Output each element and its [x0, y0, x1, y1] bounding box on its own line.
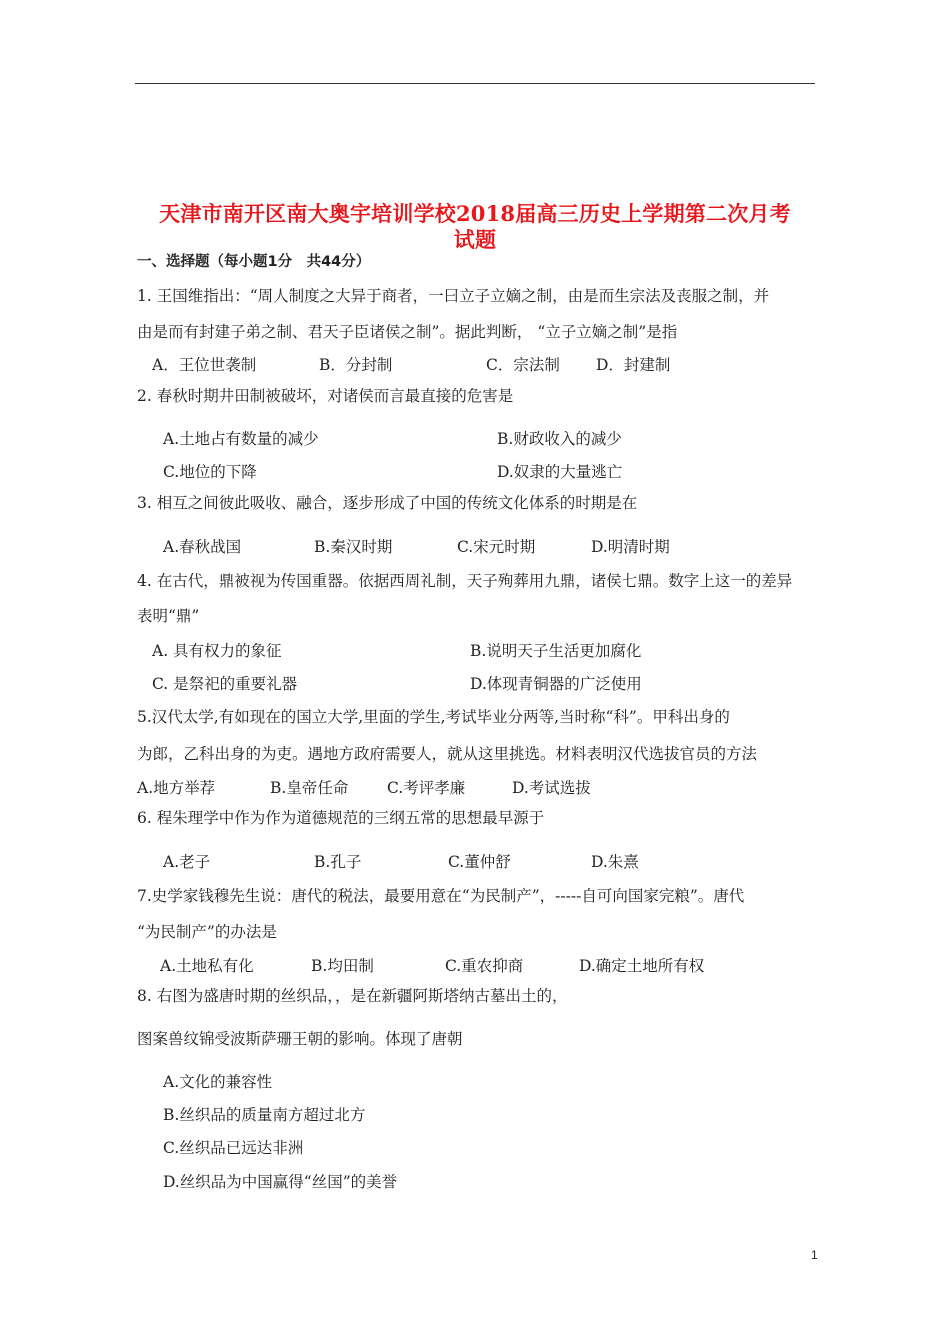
- question-3-option-d: D.明清时期: [591, 538, 670, 556]
- header-rule: [135, 83, 815, 84]
- question-2-option-a: A.土地占有数量的减少: [163, 430, 319, 448]
- question-3-option-b: B.秦汉时期: [314, 538, 393, 556]
- question-8-option-a: A.文化的兼容性: [163, 1073, 273, 1091]
- section-heading: 一、选择题（每小题1分 共44分）: [137, 254, 371, 270]
- question-3-option-a: A.春秋战国: [163, 538, 242, 556]
- question-8-option-d: D.丝织品为中国赢得“丝国”的美誉: [163, 1173, 398, 1191]
- question-7-option-b: B.均田制: [311, 957, 374, 975]
- question-8-stem-line-1: 8. 右图为盛唐时期的丝织品，，是在新疆阿斯塔纳古墓出土的，: [137, 987, 568, 1005]
- question-2-option-b: B.财政收入的减少: [497, 430, 622, 448]
- question-5-option-d: D.考试选拔: [512, 779, 591, 797]
- question-5-stem-line-1: 5.汉代太学,有如现在的国立大学,里面的学生,考试毕业分两等,当时称“科”。甲科出身的: [137, 708, 730, 726]
- question-7-option-a: A.土地私有化: [160, 957, 254, 975]
- page-number: 1: [811, 1248, 818, 1262]
- question-7-stem-line-1: 7.史学家钱穆先生说：唐代的税法，最要用意在“为民制产”，-----自可向国家完粮”。唐代: [137, 887, 745, 905]
- document-title-line-1: 天津市南开区南大奥宇培训学校2018届高三历史上学期第二次月考: [159, 201, 791, 226]
- question-4-stem-line-2: 表明“鼎”: [137, 607, 200, 625]
- question-5-option-b: B.皇帝任命: [270, 779, 349, 797]
- question-4-option-b: B.说明天子生活更加腐化: [470, 642, 642, 660]
- question-4-option-d: D.体现青铜器的广泛使用: [470, 675, 642, 693]
- question-8-option-b: B.丝织品的质量南方超过北方: [163, 1106, 366, 1124]
- question-2-option-d: D.奴隶的大量逃亡: [497, 463, 623, 481]
- question-8-stem-line-2: 图案兽纹锦受波斯萨珊王朝的影响。体现了唐朝: [137, 1030, 463, 1048]
- question-1-option-b: B．分封制: [319, 356, 393, 374]
- question-6-stem: 6. 程朱理学中作为作为道德规范的三纲五常的思想最早源于: [137, 809, 545, 827]
- question-5-stem-line-2: 为郎，乙科出身的为吏。遇地方政府需要人，就从这里挑选。材料表明汉代选拔官员的方法: [137, 745, 758, 763]
- question-2-stem: 2. 春秋时期井田制被破坏，对诸侯而言最直接的危害是: [137, 387, 514, 405]
- question-1-option-c: C．宗法制: [486, 356, 560, 374]
- question-6-option-a: A.老子: [163, 853, 211, 871]
- question-5-option-a: A.地方举荐: [137, 779, 216, 797]
- document-title-line-2: 试题: [453, 227, 497, 252]
- question-1-stem-line-2: 由是而有封建子弟之制、君天子臣诸侯之制”。据此判断， “立子立嫡之制”是指: [137, 323, 678, 341]
- question-7-option-d: D.确定土地所有权: [579, 957, 705, 975]
- question-3-stem: 3. 相互之间彼此吸收、融合，逐步形成了中国的传统文化体系的时期是在: [137, 494, 638, 512]
- question-1-option-a: A．王位世袭制: [152, 356, 257, 374]
- question-4-option-a: A. 具有权力的象征: [152, 642, 282, 660]
- question-7-stem-line-2: “为民制产”的办法是: [137, 923, 277, 941]
- question-4-option-c: C. 是祭祀的重要礼器: [152, 675, 298, 693]
- question-5-option-c: C.考评孝廉: [387, 779, 466, 797]
- question-1-option-d: D．封建制: [596, 356, 671, 374]
- question-6-option-d: D.朱熹: [591, 853, 639, 871]
- question-7-option-c: C.重农抑商: [445, 957, 524, 975]
- question-2-option-c: C.地位的下降: [163, 463, 257, 481]
- question-3-option-c: C.宋元时期: [457, 538, 536, 556]
- question-6-option-b: B.孔子: [314, 853, 362, 871]
- question-1-stem-line-1: 1. 王国维指出：“周人制度之大异于商者，一曰立子立嫡之制，由是而生宗法及丧服之制，并: [137, 287, 770, 305]
- question-8-option-c: C.丝织品已远达非洲: [163, 1139, 304, 1157]
- question-6-option-c: C.董仲舒: [448, 853, 511, 871]
- question-4-stem-line-1: 4. 在古代，鼎被视为传国重器。依据西周礼制，天子殉葬用九鼎，诸侯七鼎。数字上这一的差异: [137, 572, 793, 590]
